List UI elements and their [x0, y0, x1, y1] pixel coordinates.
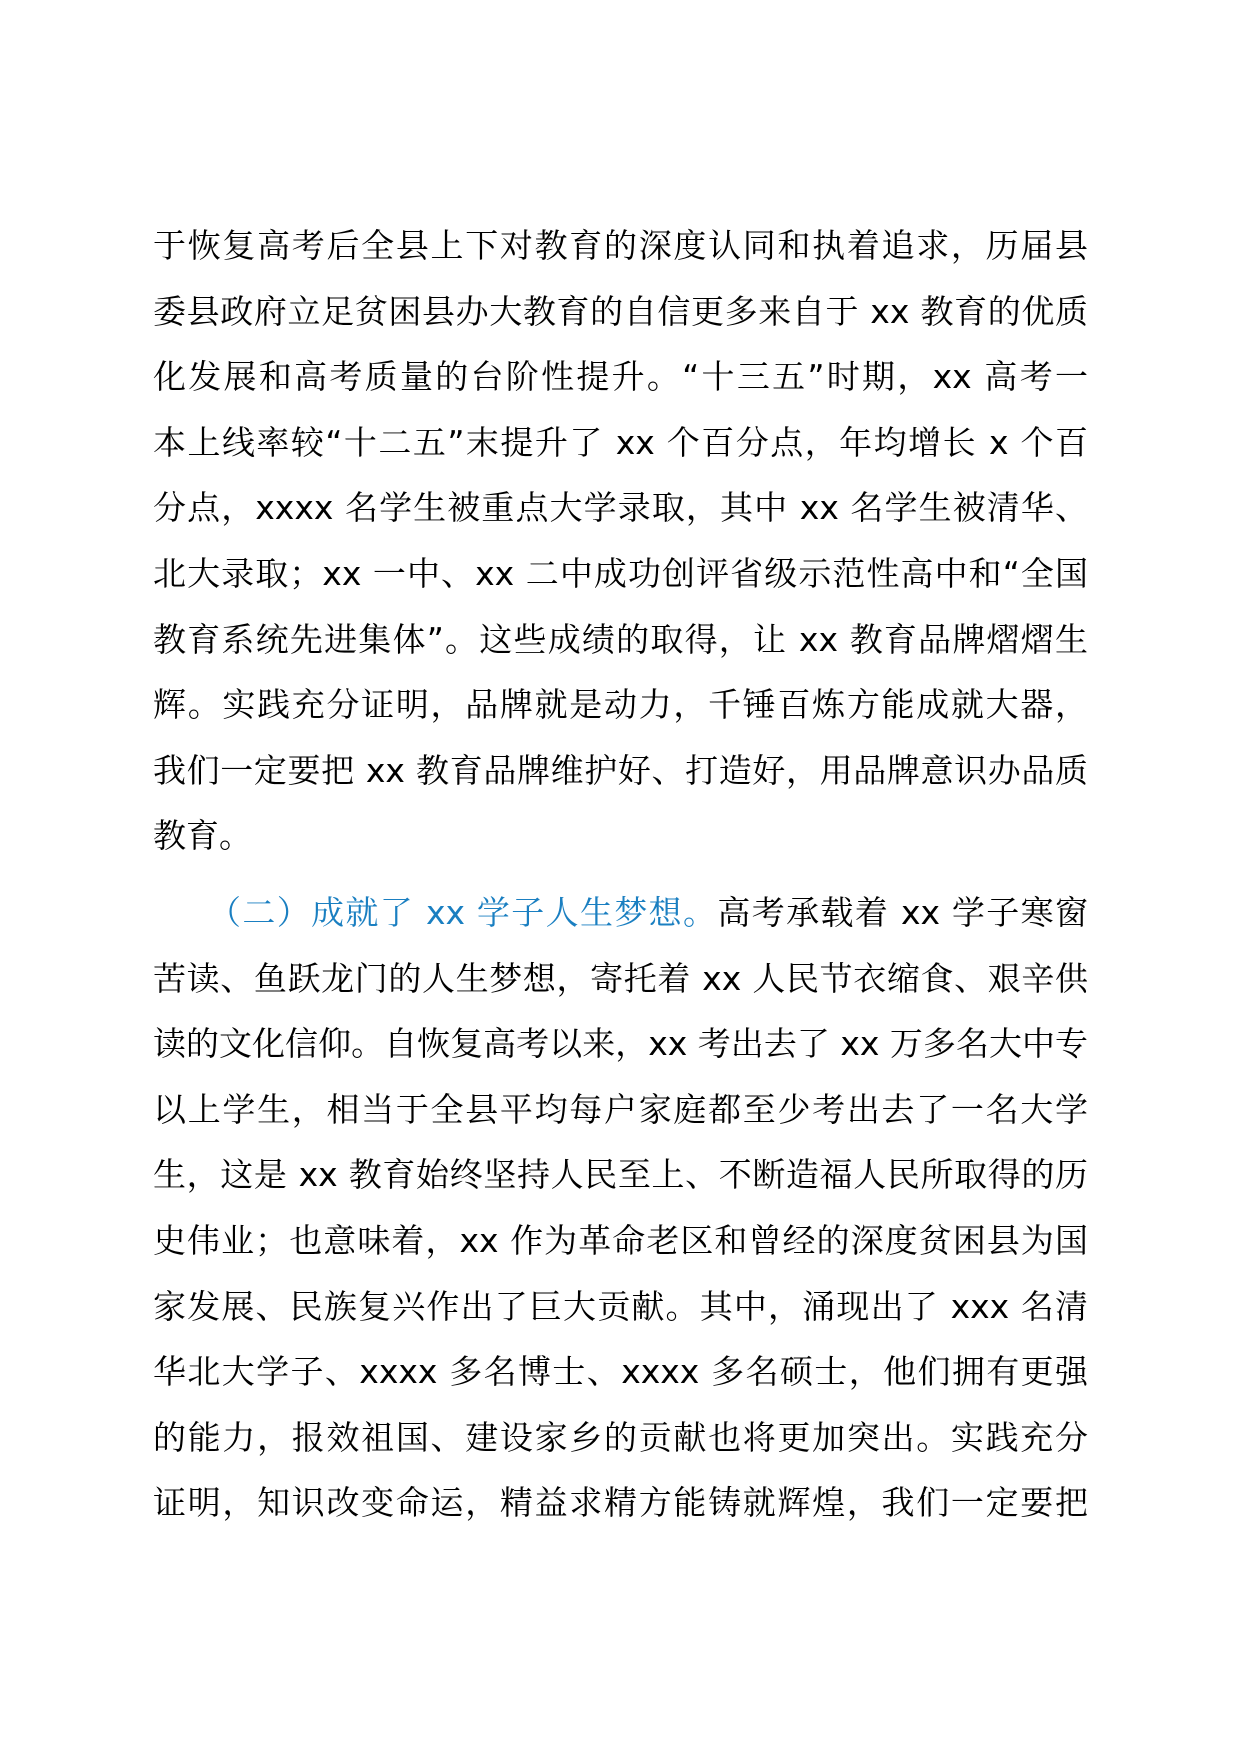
text-line: 辉。实践充分证明，品牌就是动力，千锤百炼方能成就大器， — [153, 685, 1088, 725]
section-heading: （二）成就了 xx 学子人生梦想。 — [208, 893, 718, 932]
text-line: 于恢复高考后全县上下对教育的深度认同和执着追求，历届县 — [153, 226, 1088, 265]
text-line: 化发展和高考质量的台阶性提升。“十三五”时期，xx 高考一 — [153, 357, 1088, 397]
text-line: 我们一定要把 xx 教育品牌维护好、打造好，用品牌意识办品质 — [153, 750, 1088, 790]
text-line: 本上线率较“十二五”末提升了 xx 个百分点，年均增长 x 个百 — [153, 422, 1088, 462]
paragraph-2 — [153, 880, 1088, 1536]
text-line: 读的文化信仰。自恢复高考以来，xx 考出去了 xx 万多名大中专 — [153, 1024, 1088, 1064]
text-line: 家发展、民族复兴作出了巨大贡献。其中，涌现出了 xxx 名清 — [153, 1286, 1088, 1326]
text-line: 教育系统先进集体”。这些成绩的取得，让 xx 教育品牌熠熠生 — [153, 619, 1088, 659]
text-line: 苦读、鱼跃龙门的人生梦想，寄托着 xx 人民节衣缩食、艰辛供 — [153, 958, 1088, 998]
text-line: 史伟业；也意味着，xx 作为革命老区和曾经的深度贫困县为国 — [153, 1220, 1088, 1260]
text-line: 华北大学子、xxxx 多名博士、xxxx 多名硕士，他们拥有更强 — [153, 1352, 1088, 1392]
text-line: 证明，知识改变命运，精益求精方能铸就辉煌，我们一定要把 — [153, 1483, 1088, 1523]
text-line: 教育。 — [153, 816, 252, 856]
text-line-rest: 高考承载着 xx 学子寒窗 — [717, 893, 1088, 932]
paragraph-1 — [153, 213, 1088, 869]
text-line: 委县政府立足贫困县办大教育的自信更多来自于 xx 教育的优质 — [153, 291, 1088, 331]
text-line: 北大录取；xx 一中、xx 二中成功创评省级示范性高中和“全国 — [153, 553, 1088, 593]
text-line: 分点，xxxx 名学生被重点大学录取，其中 xx 名学生被清华、 — [153, 488, 1088, 528]
text-line: 的能力，报效祖国、建设家乡的贡献也将更加突出。实践充分 — [153, 1417, 1088, 1457]
text-line-first — [153, 880, 1088, 946]
text-line: 以上学生，相当于全县平均每户家庭都至少考出去了一名大学 — [153, 1089, 1088, 1129]
text-line: 生，这是 xx 教育始终坚持人民至上、不断造福人民所取得的历 — [153, 1155, 1088, 1195]
